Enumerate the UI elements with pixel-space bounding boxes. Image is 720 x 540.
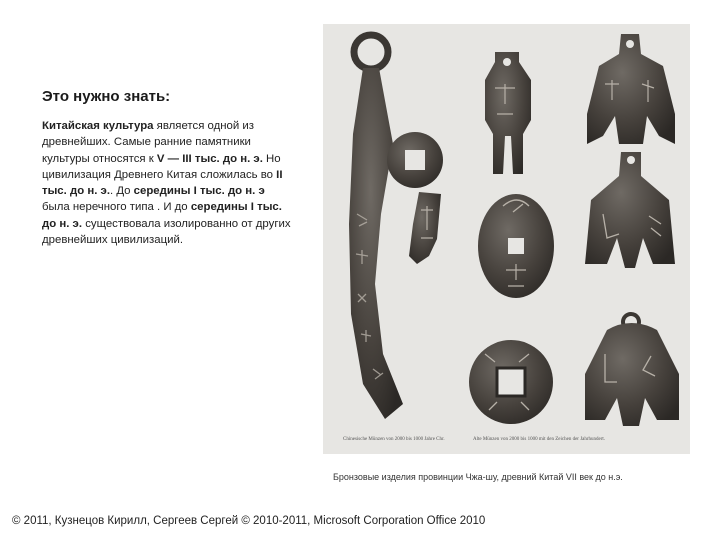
bell-coin-middle (585, 152, 675, 268)
bold-text-run: II тыс. до н. э. (42, 168, 283, 198)
image-caption-right: Alte Münzen von 2000 bis 1000 mit den Zeichen der Jahrhundert. (473, 437, 606, 442)
bold-text-run: середины I тыс. до н. э (133, 185, 265, 198)
image-caption: Бронзовые изделия провинции Чжа-шу, древний Китай VII век до н.э. (333, 472, 623, 482)
slide-heading: Это нужно знать: (42, 88, 171, 105)
coins-illustration (323, 24, 690, 454)
spade-coin (485, 52, 531, 174)
text-run: была неречного типа . И до (42, 201, 191, 214)
text-run: является одной из древнейших. Самые ранние памятники культуры относятся к (42, 120, 254, 165)
bell-coin-top (587, 34, 675, 144)
text-run: . До (110, 185, 134, 198)
bold-text-run: V — III тыс. до н. э. (156, 152, 263, 165)
round-coin-small (387, 132, 443, 188)
text-run: Но цивилизация Древнего Китая сложилась во (42, 152, 281, 181)
small-knife-coin (409, 192, 441, 264)
knife-coin (349, 35, 403, 419)
text-run: существовала изолированно от других древнейших цивилизаций. (42, 217, 291, 247)
coins-drawing (323, 24, 690, 454)
round-top-coin-bottom (585, 314, 679, 426)
copyright-footer: © 2011, Кузнецов Кирилл, Сергеев Сергей © 2010-2011, Microsoft Corporation Office 2010 (12, 515, 486, 527)
bold-text-run: середины I тыс. до н. э. (42, 201, 282, 230)
round-coin-large (469, 340, 553, 424)
oval-coin (478, 194, 554, 298)
image-caption-left: Chinesische Münzen von 2000 bis 1000 Jahre Chr. (343, 437, 445, 442)
bold-text-run: Китайская культура (42, 120, 154, 132)
slide-paragraph (42, 118, 292, 248)
